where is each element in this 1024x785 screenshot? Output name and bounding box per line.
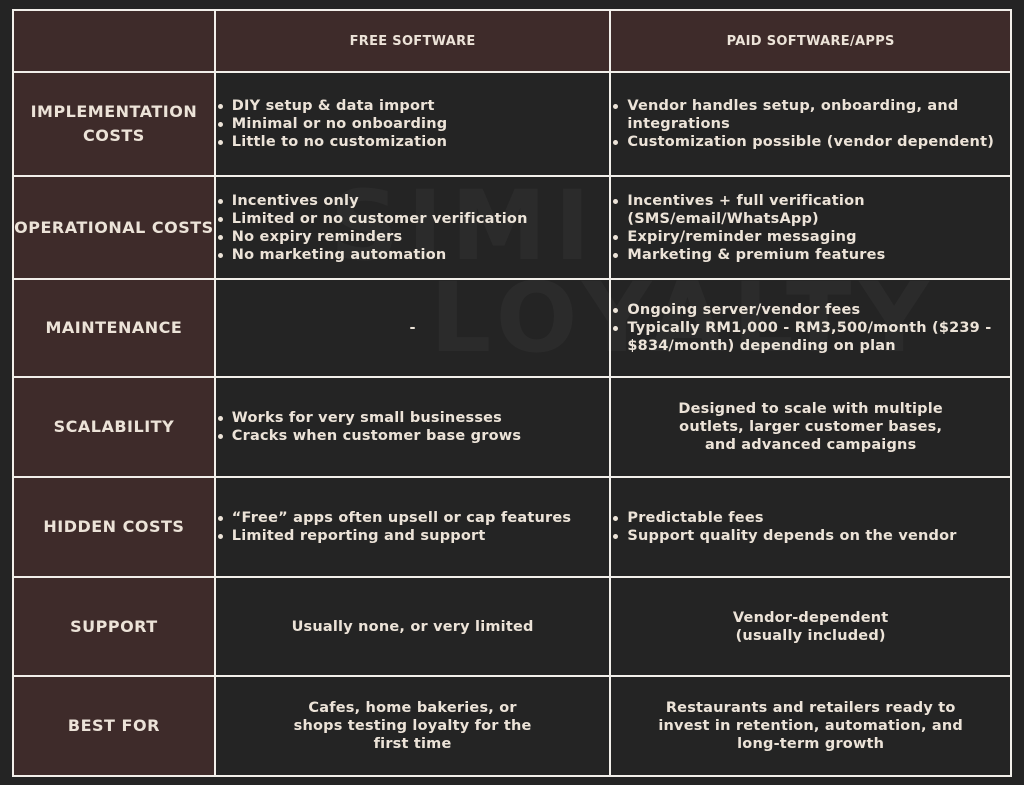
row-label: SCALABILITY bbox=[13, 377, 215, 477]
row-label: SUPPORT bbox=[13, 577, 215, 676]
list-item: Limited or no customer verification bbox=[216, 210, 610, 228]
free-cell bbox=[215, 377, 611, 477]
row-label: IMPLEMENTATION COSTS bbox=[13, 72, 215, 176]
header-free-software: FREE SOFTWARE bbox=[215, 10, 611, 72]
paid-list bbox=[611, 509, 1010, 545]
paid-cell bbox=[610, 279, 1011, 377]
paid-list bbox=[611, 301, 1010, 355]
list-item: Incentives only bbox=[216, 192, 610, 210]
list-item: Marketing & premium features bbox=[611, 246, 1010, 264]
free-list bbox=[216, 409, 610, 445]
free-list bbox=[216, 509, 610, 545]
list-item: Limited reporting and support bbox=[216, 527, 610, 545]
list-item: “Free” apps often upsell or cap features bbox=[216, 509, 610, 527]
list-item: No expiry reminders bbox=[216, 228, 610, 246]
list-item: Incentives + full verification (SMS/email/WhatsApp) bbox=[611, 192, 1010, 228]
paid-cell: Designed to scale with multiple outlets, larger customer bases, and advanced campaigns bbox=[610, 377, 1011, 477]
row-support bbox=[13, 577, 1011, 676]
list-item: Works for very small businesses bbox=[216, 409, 610, 427]
list-item: Minimal or no onboarding bbox=[216, 115, 610, 133]
free-cell: Usually none, or very limited bbox=[215, 577, 611, 676]
paid-cell bbox=[610, 477, 1011, 577]
paid-list bbox=[611, 97, 1010, 151]
paid-cell: Restaurants and retailers ready to invest in retention, automation, and long-term growth bbox=[610, 676, 1011, 776]
comparison-table bbox=[12, 9, 1012, 777]
row-scalability bbox=[13, 377, 1011, 477]
header-paid-software: PAID SOFTWARE/APPS bbox=[610, 10, 1011, 72]
list-item: Cracks when customer base grows bbox=[216, 427, 610, 445]
list-item: Vendor handles setup, onboarding, and integrations bbox=[611, 97, 1010, 133]
free-cell bbox=[215, 477, 611, 577]
free-cell bbox=[215, 176, 611, 279]
row-implementation-costs bbox=[13, 72, 1011, 176]
header-corner-cell bbox=[13, 10, 215, 72]
free-cell: Cafes, home bakeries, or shops testing loyalty for the first time bbox=[215, 676, 611, 776]
list-item: Expiry/reminder messaging bbox=[611, 228, 1010, 246]
list-item: Predictable fees bbox=[611, 509, 1010, 527]
row-label: OPERATIONAL COSTS bbox=[13, 176, 215, 279]
free-list bbox=[216, 192, 610, 264]
list-item: Customization possible (vendor dependent) bbox=[611, 133, 1010, 151]
free-cell bbox=[215, 72, 611, 176]
list-item: Support quality depends on the vendor bbox=[611, 527, 1010, 545]
list-item: Little to no customization bbox=[216, 133, 610, 151]
row-hidden-costs bbox=[13, 477, 1011, 577]
paid-cell bbox=[610, 72, 1011, 176]
row-label: HIDDEN COSTS bbox=[13, 477, 215, 577]
row-operational-costs bbox=[13, 176, 1011, 279]
paid-cell bbox=[610, 176, 1011, 279]
header-row bbox=[13, 10, 1011, 72]
row-maintenance bbox=[13, 279, 1011, 377]
list-item: Typically RM1,000 - RM3,500/month ($239 - $834/month) depending on plan bbox=[611, 319, 1010, 355]
list-item: Ongoing server/vendor fees bbox=[611, 301, 1010, 319]
paid-list bbox=[611, 192, 1010, 264]
list-item: No marketing automation bbox=[216, 246, 610, 264]
row-best-for bbox=[13, 676, 1011, 776]
list-item: DIY setup & data import bbox=[216, 97, 610, 115]
free-list bbox=[216, 97, 610, 151]
row-label: MAINTENANCE bbox=[13, 279, 215, 377]
row-label: BEST FOR bbox=[13, 676, 215, 776]
paid-cell: Vendor-dependent (usually included) bbox=[610, 577, 1011, 676]
free-cell: - bbox=[215, 279, 611, 377]
